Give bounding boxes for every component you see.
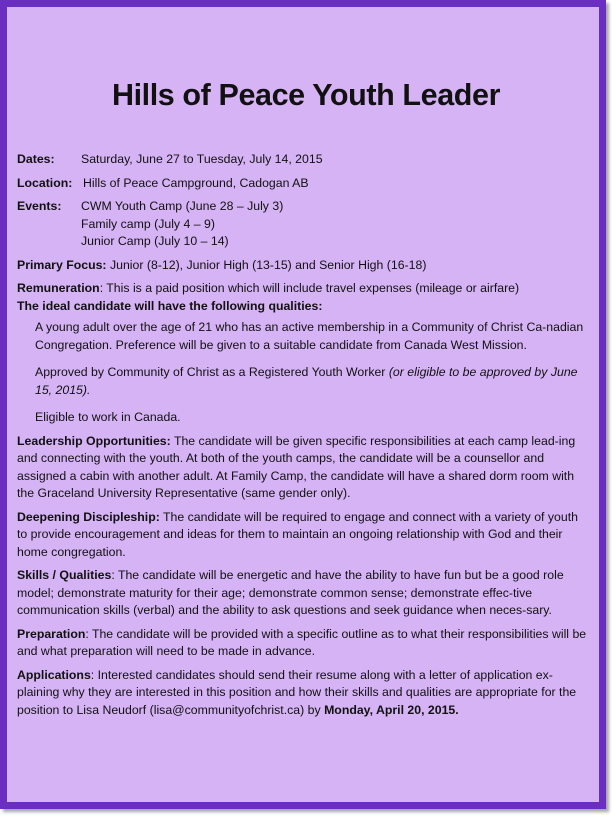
skills-label: Skills / Qualities: [17, 568, 112, 582]
discipleship-section: [17, 509, 589, 562]
applications-section: [17, 667, 589, 720]
primary-focus-row: [17, 257, 589, 275]
remuneration-value: : This is a paid position which will include travel expenses (mileage or airfare): [99, 281, 520, 295]
page-title: Hills of Peace Youth Leader: [111, 78, 501, 112]
primary-focus-value: Junior (8-12), Junior High (13-15) and Senior High (16-18): [109, 257, 427, 272]
applications-text: : Interested candidates should send their resume along with a letter of application ex-plaining why they are interested in this position and how their skills and qualities are appropriate for the position to Lisa Neudorf (lisa@communityofchrist.ca) by: [17, 667, 577, 717]
dates-label: Dates:: [17, 152, 55, 166]
events-label: Events:: [17, 199, 62, 213]
leadership-text: The candidate will be given specific responsibilities at each camp lead-ing and connecting with the youth. At both of the youth camps, the candidate will be a counsellor and assigned a cabin with another adult. At Family Camp, the candidate will have a shared dorm room with the Graceland University Representative (same gender only).: [17, 433, 576, 500]
dates-row: [17, 151, 589, 169]
events-list: [81, 198, 283, 251]
quality-note: (or eligible to be approved by June 15, 2015).: [35, 365, 578, 397]
primary-focus-label: Primary Focus:: [17, 257, 107, 272]
quality-item: [35, 364, 589, 399]
preparation-section: [17, 626, 589, 661]
applications-label: Applications: [17, 667, 91, 682]
leadership-label: Leadership Opportunities:: [17, 433, 171, 448]
events-row: [17, 198, 589, 251]
quality-text: Approved by Community of Christ as a Registered Youth Worker: [35, 365, 386, 379]
location-label: Location:: [17, 175, 73, 190]
preparation-text: : The candidate will be provided with a specific outline as to what their responsibilities will be and what preparation will need to be made in advance.: [17, 626, 587, 658]
discipleship-text: The candidate will be required to engage and connect with a variety of youth to provide encouragement and ideas for them to maintain an ongoing relationship with God and their home congregation.: [17, 509, 578, 559]
dates-value: Saturday, June 27 to Tuesday, July 14, 2015: [81, 152, 323, 166]
event-item: Junior Camp (July 10 – 14): [81, 234, 229, 248]
remuneration-label: Remuneration: [17, 281, 100, 295]
discipleship-label: Deepening Discipleship:: [17, 509, 160, 524]
event-item: CWM Youth Camp (June 28 – July 3): [81, 199, 284, 213]
location-row: [17, 175, 589, 193]
skills-section: [17, 567, 589, 620]
preparation-label: Preparation: [17, 626, 86, 641]
qualities-list: [17, 319, 589, 427]
applications-deadline: Monday, April 20, 2015.: [324, 702, 459, 717]
event-item: Family camp (July 4 – 9): [81, 216, 215, 231]
skills-text: : The candidate will be energetic and have the ability to have fun but be a good role model; demonstrate maturity for their age; demonstrate common sense; demonstrate effec-tive communication skills (verbal) and the ability to ask questions and seek guidance when neces-sary.: [17, 568, 564, 617]
job-posting-body: [17, 151, 589, 719]
quality-item: A young adult over the age of 21 who has an active membership in a Community of Christ Ca-nadian Congregation. Preference will be given to a suitable candidate from Canada West Mission.: [35, 320, 584, 352]
qualities-heading: The ideal candidate will have the following qualities:: [17, 298, 323, 313]
remuneration-row: [17, 280, 589, 298]
quality-item: Eligible to work in Canada.: [35, 410, 181, 424]
location-value: Hills of Peace Campground, Cadogan AB: [83, 175, 309, 190]
leadership-section: [17, 433, 589, 503]
